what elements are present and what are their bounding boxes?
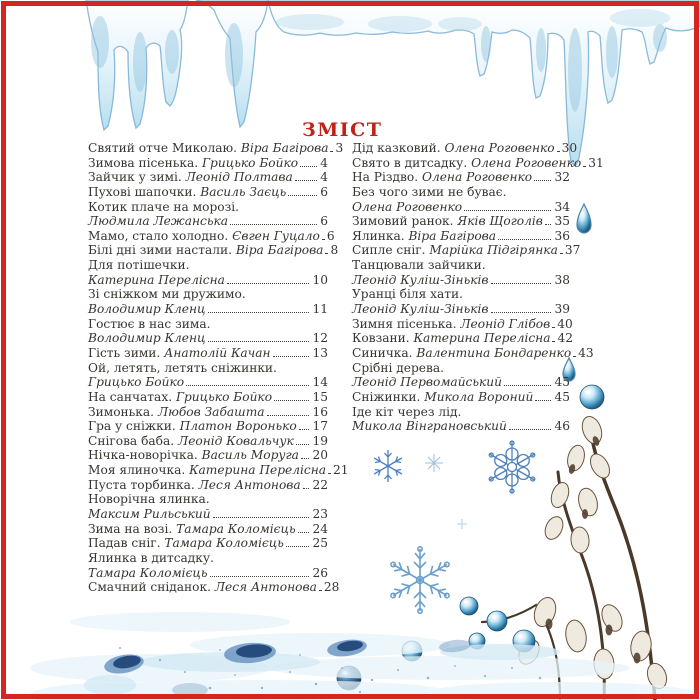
toc-page-number: 30	[561, 141, 578, 155]
toc-entry	[352, 419, 570, 434]
toc-entry-title: На санчатах.	[88, 389, 176, 404]
toc-leader-dots	[213, 517, 310, 518]
toc-entry-author: Віра Багірова	[240, 141, 329, 155]
toc-entry-author: Грицько Бойко	[201, 155, 299, 170]
toc-entry	[352, 229, 570, 244]
toc-entry	[88, 156, 328, 171]
snowflake-large-icon	[388, 547, 452, 613]
toc-entry-author: Олена Роговенко	[444, 141, 555, 155]
toc-page-number: 25	[312, 536, 328, 551]
toc-entry	[88, 361, 328, 376]
toc-entry-author: Леся Антонова	[198, 477, 301, 492]
toc-entry-title: Нічка-новорічка.	[88, 448, 202, 463]
toc-entry-title: Пуста торбинка.	[88, 477, 199, 492]
toc-entry-title: Смачний сніданок.	[88, 580, 215, 595]
toc-entry	[88, 170, 328, 185]
toc-entry	[88, 346, 328, 361]
toc-leader-dots	[230, 224, 317, 225]
toc-entry	[88, 331, 328, 346]
toc-entry	[88, 434, 328, 449]
toc-entry	[88, 228, 335, 244]
snowflake-ornate-icon	[486, 441, 537, 493]
toc-page-number: 16	[312, 404, 328, 419]
toc-page-number: 45	[554, 375, 570, 390]
toc-page-number: 46	[554, 419, 570, 434]
toc-page-number: 28	[323, 580, 340, 595]
toc-entry-title: Гостює в нас зима.	[88, 316, 211, 331]
toc-page-number: 8	[330, 243, 339, 258]
toc-entry-title: Зимова пісенька.	[88, 155, 202, 170]
toc-leader-dots	[330, 151, 332, 152]
toc-leader-dots	[560, 253, 562, 254]
toc-entry-author: Валентина Бондаренко	[416, 345, 572, 360]
toc-page-number: 15	[312, 389, 328, 404]
toc-entry-title: Котик плаче на морозі.	[88, 199, 240, 214]
toc-entry-title: Танцювали зайчики.	[352, 258, 486, 273]
toc-leader-dots	[491, 312, 552, 313]
toc-entry-title: Снігова баба.	[88, 433, 179, 448]
toc-leader-dots	[227, 283, 310, 284]
toc-entry	[88, 214, 328, 229]
toc-entry-title: Ой, летять, летять сніжинки.	[88, 360, 277, 375]
toc-leader-dots	[208, 341, 310, 342]
toc-left-column	[88, 141, 349, 595]
toc-leader-dots	[210, 576, 310, 577]
toc-page-number: 24	[312, 521, 328, 536]
toc-entry	[88, 492, 328, 507]
toc-page-number: 40	[557, 316, 573, 331]
toc-leader-dots	[535, 400, 551, 401]
toc-entry	[352, 258, 570, 273]
toc-entry	[352, 185, 570, 200]
toc-entry	[88, 302, 328, 317]
toc-entry	[352, 375, 570, 390]
toc-entry-author: Людмила Лежанська	[88, 214, 229, 229]
toc-entry-author: Марійка Підгірянка	[429, 243, 558, 258]
toc-entry-author: Катерина Перелісна	[413, 331, 551, 346]
toc-entry	[352, 287, 570, 302]
footprints-snow-illustration	[30, 612, 690, 700]
toc-leader-dots	[267, 415, 310, 416]
toc-page-number: 39	[554, 302, 570, 317]
toc-entry	[88, 580, 340, 595]
toc-entry-author: Олена Роговенко	[421, 170, 533, 185]
toc-page-number: 10	[312, 272, 328, 287]
toc-page-number: 43	[578, 345, 594, 360]
toc-entry-title: Пухові шапочки.	[88, 184, 201, 199]
toc-entry-title: Іде кіт через лід.	[352, 404, 462, 419]
toc-entry	[88, 419, 328, 434]
snowflake-small-icon	[425, 454, 467, 529]
toc-entry	[88, 185, 328, 200]
toc-entry	[352, 200, 570, 215]
toc-entry-title: Дід казковий.	[352, 141, 445, 155]
toc-leader-dots	[491, 283, 552, 284]
toc-leader-dots	[322, 239, 324, 240]
toc-entry-author: Василь Моруга	[201, 448, 299, 463]
toc-entry-author: Леонід Полтава	[185, 170, 293, 185]
toc-entry	[352, 170, 570, 185]
toc-entry-title: Сніжинки.	[352, 389, 425, 404]
toc-entry-title: Гра у сніжки.	[88, 419, 180, 434]
toc-entry	[352, 243, 581, 258]
toc-page-number: 17	[312, 419, 328, 434]
toc-leader-dots	[303, 488, 310, 489]
toc-page-number: 14	[312, 375, 328, 390]
toc-leader-dots	[300, 166, 317, 167]
toc-leader-dots	[274, 400, 309, 401]
toc-entry-title: Моя ялиночка.	[88, 463, 190, 478]
toc-entry	[88, 536, 328, 551]
toc-entry-title: Білі дні зими настали.	[88, 243, 236, 258]
toc-entry	[352, 214, 570, 229]
toc-entry-title: Гість зими.	[88, 345, 165, 360]
toc-entry	[352, 361, 570, 376]
toc-entry	[88, 258, 328, 273]
toc-page-number: 31	[588, 155, 604, 170]
toc-entry-author: Леонід Куліш-Зіньків	[352, 302, 489, 317]
toc-page-number: 6	[326, 228, 335, 243]
toc-entry-title: Святий отче Миколаю.	[88, 141, 241, 155]
toc-entry	[352, 302, 570, 317]
toc-leader-dots	[498, 239, 551, 240]
toc-leader-dots	[296, 444, 310, 445]
toc-entry	[88, 141, 344, 156]
toc-entry-author: Катерина Перелісна	[88, 272, 225, 287]
toc-entry-author: Олена Роговенко	[352, 199, 463, 214]
toc-entry	[352, 316, 573, 332]
toc-page-number: 4	[320, 170, 328, 185]
toc-entry-author: Любов Забашта	[157, 404, 265, 419]
toc-leader-dots	[273, 356, 310, 357]
toc-entry-title: Зимня пісенька.	[352, 316, 461, 331]
toc-page-number: 4	[320, 155, 328, 170]
toc-entry-author: Яків Щоголів	[457, 214, 543, 229]
toc-entry	[88, 390, 328, 405]
toc-leader-dots	[534, 180, 551, 181]
toc-leader-dots	[504, 385, 552, 386]
toc-entry-author: Євген Гуцало	[232, 228, 320, 243]
toc-entry-title: Мамо, стало холодно.	[88, 228, 233, 243]
toc-entry	[88, 478, 328, 493]
toc-entry-author: Леонід Первомайський	[352, 375, 502, 390]
toc-entry	[88, 522, 328, 537]
toc-entry	[88, 200, 328, 215]
toc-page-number: 34	[554, 199, 570, 214]
toc-page-number: 13	[312, 345, 328, 360]
toc-entry-author: Василь Заєць	[200, 184, 287, 199]
toc-entry	[88, 405, 328, 420]
toc-leader-dots	[583, 166, 585, 167]
toc-entry	[88, 448, 328, 463]
toc-leader-dots	[509, 429, 552, 430]
toc-entry	[88, 317, 328, 332]
toc-page-number: 45	[554, 389, 570, 404]
toc-entry-title: Новорічна ялинка.	[88, 492, 210, 507]
toc-page-number: 42	[557, 331, 573, 346]
toc-page-number: 26	[312, 565, 328, 580]
toc-entry-author: Платон Воронько	[179, 419, 297, 434]
toc-page-number: 12	[312, 331, 328, 346]
toc-entry-author: Володимир Кленц	[88, 302, 206, 317]
toc-entry-title: Ялинка в дитсадку.	[88, 550, 214, 565]
toc-page-number: 23	[312, 507, 328, 522]
toc-entry-title: Зима на возі.	[88, 521, 177, 536]
page-title: ЗМІСТ	[302, 118, 383, 141]
toc-page-number: 35	[554, 214, 570, 229]
toc-leader-dots	[295, 180, 317, 181]
toc-entry-title: Падав сніг.	[88, 536, 165, 551]
toc-entry	[352, 273, 570, 288]
toc-entry-author: Віра Багірова	[235, 243, 324, 258]
toc-entry-title: Свято в дитсадку.	[352, 155, 472, 170]
toc-entry	[88, 463, 349, 478]
toc-entry-author: Леонід Ковальчук	[178, 433, 294, 448]
toc-page-number: 22	[312, 477, 328, 492]
toc-leader-dots	[301, 458, 310, 459]
toc-page-number: 6	[320, 214, 328, 229]
toc-entry	[352, 141, 578, 156]
toc-right-column	[352, 141, 604, 434]
toc-entry	[352, 390, 570, 405]
toc-entry-author: Микола Вінграновський	[352, 419, 507, 434]
toc-entry-author: Тамара Коломієць	[176, 521, 296, 536]
toc-leader-dots	[325, 253, 327, 254]
toc-leader-dots	[557, 151, 559, 152]
toc-entry-title: На Різдво.	[352, 170, 422, 185]
toc-entry-title: Зі сніжком ми дружимо.	[88, 287, 246, 302]
toc-entry-title: Срібні дерева.	[352, 360, 444, 375]
toc-page-number: 20	[312, 448, 328, 463]
toc-entry-author: Леонід Глібов	[460, 316, 551, 331]
toc-entry-author: Тамара Коломієць	[88, 565, 208, 580]
toc-leader-dots	[552, 327, 554, 328]
toc-entry-title: Для потішечки.	[88, 258, 190, 273]
toc-page-number: 3	[335, 141, 344, 155]
toc-page-number: 11	[312, 302, 328, 317]
toc-entry-title: Зайчик у зимі.	[88, 170, 186, 185]
toc-entry-title: Сипле сніг.	[352, 243, 430, 258]
toc-page-number: 38	[554, 272, 570, 287]
toc-page-number: 21	[333, 463, 349, 478]
toc-entry-author: Леся Антонова	[214, 580, 317, 595]
toc-entry	[88, 507, 328, 522]
toc-page-number: 6	[320, 184, 328, 199]
toc-entry	[88, 566, 328, 581]
toc-entry-title: Зимовий ранок.	[352, 214, 458, 229]
toc-leader-dots	[464, 210, 551, 211]
toc-leader-dots	[186, 385, 309, 386]
toc-entry	[352, 155, 604, 171]
toc-leader-dots	[552, 341, 554, 342]
toc-entry-author: Максим Рильський	[88, 507, 211, 522]
toc-entry-author: Грицько Бойко	[88, 375, 185, 390]
toc-entry-author: Віра Багірова	[408, 228, 497, 243]
toc-leader-dots	[328, 473, 330, 474]
toc-entry-author: Олена Роговенко	[471, 155, 582, 170]
toc-entry	[88, 287, 328, 302]
toc-entry	[352, 331, 573, 346]
toc-entry-title: Ковзани.	[352, 331, 414, 346]
toc-entry-title: Зимонька.	[88, 404, 158, 419]
toc-leader-dots	[545, 224, 552, 225]
toc-entry-author: Анатолій Качан	[164, 345, 271, 360]
toc-entry-author: Володимир Кленц	[88, 331, 206, 346]
toc-entry-author: Грицько Бойко	[175, 389, 273, 404]
toc-leader-dots	[288, 195, 317, 196]
toc-page-number: 19	[312, 433, 328, 448]
toc-page-number: 32	[554, 170, 570, 185]
snowflake-spiky-icon	[372, 450, 403, 482]
toc-entry-title: Без чого зими не буває.	[352, 184, 507, 199]
toc-entry-title: Синичка.	[352, 345, 417, 360]
toc-leader-dots	[573, 356, 575, 357]
toc-leader-dots	[208, 312, 310, 313]
toc-leader-dots	[286, 546, 310, 547]
toc-leader-dots	[319, 590, 321, 591]
toc-entry-author: Тамара Коломієць	[164, 536, 284, 551]
toc-entry-author: Микола Вороний	[424, 389, 534, 404]
toc-entry	[352, 405, 570, 420]
toc-entry	[88, 551, 328, 566]
toc-entry-author: Катерина Перелісна	[189, 463, 327, 478]
toc-leader-dots	[298, 532, 310, 533]
toc-page-number: 36	[554, 228, 570, 243]
toc-entry-title: Уранці біля хати.	[352, 287, 464, 302]
toc-entry	[88, 375, 328, 390]
toc-entry	[88, 243, 339, 258]
toc-entry-title: Ялинка.	[352, 228, 409, 243]
toc-page-number: 37	[564, 243, 581, 258]
toc-leader-dots	[299, 429, 310, 430]
toc-entry-author: Леонід Куліш-Зіньків	[352, 272, 489, 287]
toc-entry	[88, 273, 328, 288]
toc-entry	[352, 345, 594, 361]
